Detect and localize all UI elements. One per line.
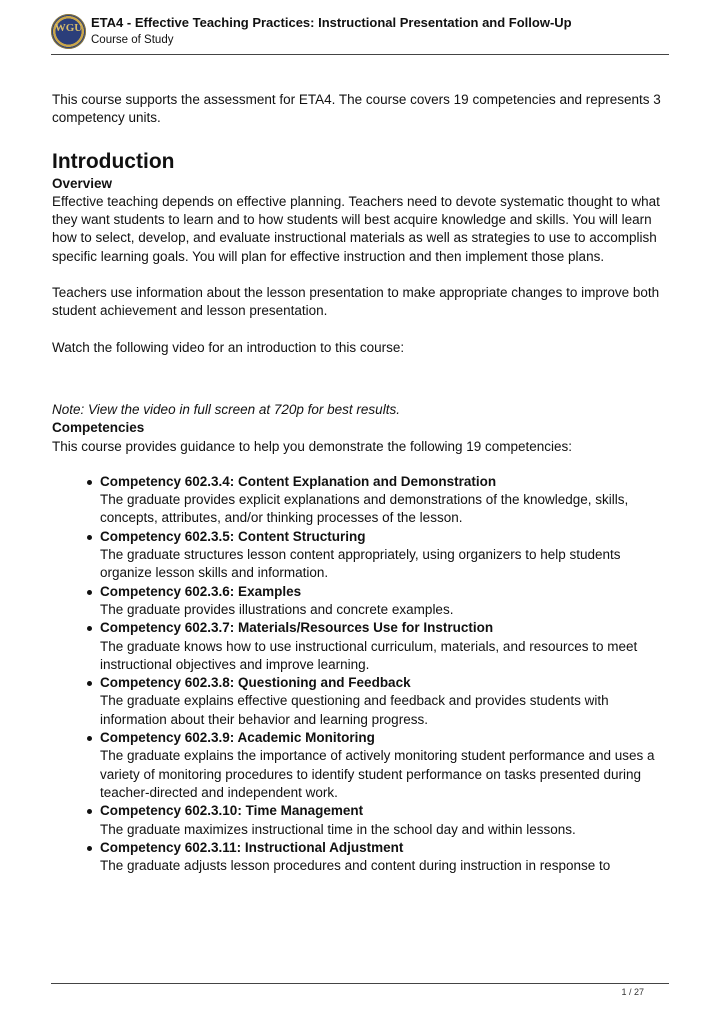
- section-title: Introduction: [52, 149, 175, 173]
- page-header: [51, 12, 669, 54]
- page-body: [52, 91, 672, 875]
- overview-heading: Overview: [52, 175, 113, 191]
- competency-item: [100, 802, 672, 839]
- competency-title: Competency 602.3.8: Questioning and Feedback: [100, 675, 411, 691]
- competency-description: The graduate structures lesson content appropriately, using organizers to help students organize lesson skills and information.: [100, 547, 621, 581]
- overview-paragraph-2: Teachers use information about the lesson presentation to make appropriate changes to improve both student achievement and lesson presentation.: [52, 285, 660, 319]
- competency-title: Competency 602.3.10: Time Management: [100, 803, 364, 819]
- page-number: 1 / 27: [621, 987, 644, 997]
- course-title: ETA4 - Effective Teaching Practices: Instructional Presentation and Follow-Up: [91, 15, 572, 30]
- bullet-icon: [87, 626, 92, 631]
- competency-description: The graduate provides explicit explanations and demonstrations of the knowledge, skills, concepts, attributes, and/or thinking processes of the lesson.: [100, 492, 629, 526]
- competency-description: The graduate maximizes instructional time in the school day and within lessons.: [100, 821, 576, 837]
- competency-item: [100, 729, 672, 802]
- overview-paragraph-3: Watch the following video for an introduction to this course:: [52, 339, 405, 355]
- competency-list: [52, 473, 672, 876]
- bullet-icon: [87, 590, 92, 595]
- competency-description: The graduate explains the importance of actively monitoring student performance and uses a variety of monitoring procedures to identify student performance on tasks presented during teacher-directed and independent work.: [100, 748, 655, 800]
- competency-item: [100, 583, 672, 620]
- competency-description: The graduate explains effective questioning and feedback and provides students with information about their behavior and learning progress.: [100, 693, 609, 727]
- competency-item: [100, 473, 672, 528]
- video-note: Note: View the video in full screen at 720p for best results.: [52, 401, 400, 417]
- course-subtitle: Course of Study: [91, 34, 174, 46]
- bullet-icon: [87, 480, 92, 485]
- bullet-icon: [87, 846, 92, 851]
- competency-item: [100, 619, 672, 674]
- competency-title: Competency 602.3.5: Content Structuring: [100, 528, 366, 544]
- competency-item: [100, 674, 672, 729]
- bullet-icon: [87, 736, 92, 741]
- overview-paragraph-1: Effective teaching depends on effective planning. Teachers need to devote systematic thought to what they want students to learn and to how students will best acquire knowledge and skills. You will learn how to select, develop, and evaluate instructional materials as well as strategies to use to accomplish specific learning goals. You will plan for effective instruction and then implement those plans.: [52, 193, 660, 264]
- competency-description: The graduate knows how to use instructional curriculum, materials, and resources to meet instructional objectives and improve learning.: [100, 638, 638, 672]
- intro-paragraph: This course supports the assessment for ETA4. The course covers 19 competencies and represents 3 competency units.: [52, 92, 661, 126]
- competency-title: Competency 602.3.9: Academic Monitoring: [100, 730, 375, 746]
- competency-title: Competency 602.3.6: Examples: [100, 583, 302, 599]
- competencies-heading: Competencies: [52, 420, 145, 436]
- bullet-icon: [87, 535, 92, 540]
- competencies-intro: This course provides guidance to help you demonstrate the following 19 competencies:: [52, 438, 573, 454]
- competency-item: [100, 839, 672, 876]
- footer-divider: [51, 983, 669, 984]
- competency-title: Competency 602.3.11: Instructional Adjustment: [100, 839, 404, 855]
- competency-description: The graduate adjusts lesson procedures and content during instruction in response to: [100, 858, 611, 874]
- competency-description: The graduate provides illustrations and concrete examples.: [100, 601, 454, 617]
- bullet-icon: [87, 809, 92, 814]
- competency-title: Competency 602.3.7: Materials/Resources Use for Instruction: [100, 620, 494, 636]
- header-divider: [51, 54, 669, 55]
- bullet-icon: [87, 681, 92, 686]
- competency-item: [100, 528, 672, 583]
- logo-lettering: WGU: [54, 22, 83, 34]
- competency-title: Competency 602.3.4: Content Explanation and Demonstration: [100, 473, 497, 489]
